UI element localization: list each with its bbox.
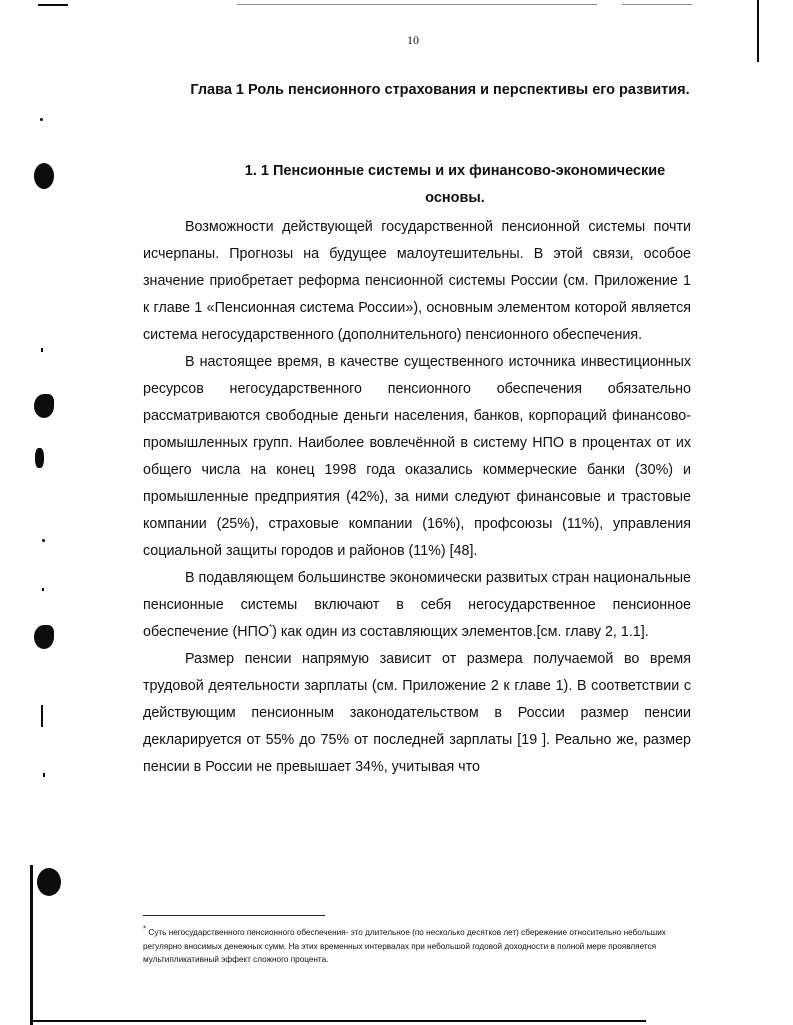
paragraph [143, 565, 691, 646]
paragraph: Возможности действующей государственной пенсионной системы почти исчерпаны. Прогнозы на будущее малоутешительны. В этой связи, особое значение приобретает реформа пенсионной системы России (см. Приложение 1 к главе 1 «Пенсионная система России»), основным элементом которой является система негосударственного (дополнительного) пенсионного обеспечения. [143, 219, 691, 343]
paragraph: В настоящее время, в качестве существенного источника инвестиционных ресурсов негосударственного пенсионного обеспечения обязательно рассматриваются свободные деньги населения, банков, корпораций финансово-промышленных групп. Наиболее вовлечённой в систему НПО в процентах от их общего числа на конец 1998 года оказались коммерческие банки (30%) и промышленные предприятия (42%), за ними следуют финансовые и трастовые компании (25%), страховые компании (16%), профсоюзы (11%), управления социальной защиты городов и районов (11%) [48]. [143, 354, 691, 559]
footnote-divider [143, 915, 325, 916]
punch-hole-mark [34, 163, 54, 189]
scan-dot [42, 539, 45, 542]
scan-bottom-line [30, 1020, 646, 1022]
punch-hole-mark [34, 625, 54, 649]
scan-left-edge-line [30, 865, 33, 1025]
body-text [143, 214, 691, 781]
scan-dot [41, 348, 43, 352]
footnote-text: Суть негосударственного пенсионного обеспечения- это длительное (по несколько десятков лет) сбережение относительно небольших регулярно вносимых денежных сумм. На этих временных интервалах при небольшой годовой доходности в полной мере проявляется мультипликативный эффект сложного процента. [143, 928, 666, 964]
footnote-marker: * [143, 924, 147, 934]
scan-top-line-left [38, 4, 68, 6]
page-number: 10 [407, 33, 419, 47]
scan-dot [41, 705, 43, 727]
scan-top-line-right [622, 4, 692, 5]
scan-right-edge-line [757, 0, 759, 62]
scan-dot [40, 118, 43, 121]
scan-dot [43, 773, 45, 777]
footnote [143, 926, 683, 967]
punch-hole-mark [37, 868, 61, 896]
scan-top-line-mid [237, 4, 597, 5]
paragraph: Размер пенсии напрямую зависит от размера получаемой во время трудовой деятельности зарплаты (см. Приложение 2 к главе 1). В соответствии с действующим пенсионным законодательством в России размер пенсии декларируется от 55% до 75% от последней зарплаты [19 ]. Реально же, размер пенсии в России не превышает 34%, учитывая что [143, 651, 691, 775]
punch-hole-mark [35, 448, 44, 468]
paragraph-text: ) как один из составляющих элементов.[см. главу 2, 1.1]. [272, 624, 649, 640]
footnote-reference: * [268, 623, 273, 633]
paragraph-text: В подавляющем большинстве экономически развитых стран национальные пенсионные системы включают в себя негосударственное пенсионное обеспечение (НПО [143, 570, 691, 640]
punch-hole-mark [34, 394, 54, 418]
section-title: 1. 1 Пенсионные системы и их финансово-экономические основы. [244, 163, 666, 206]
scan-dot [42, 588, 44, 591]
chapter-title: Глава 1 Роль пенсионного страхования и перспективы его развития. [190, 82, 690, 98]
